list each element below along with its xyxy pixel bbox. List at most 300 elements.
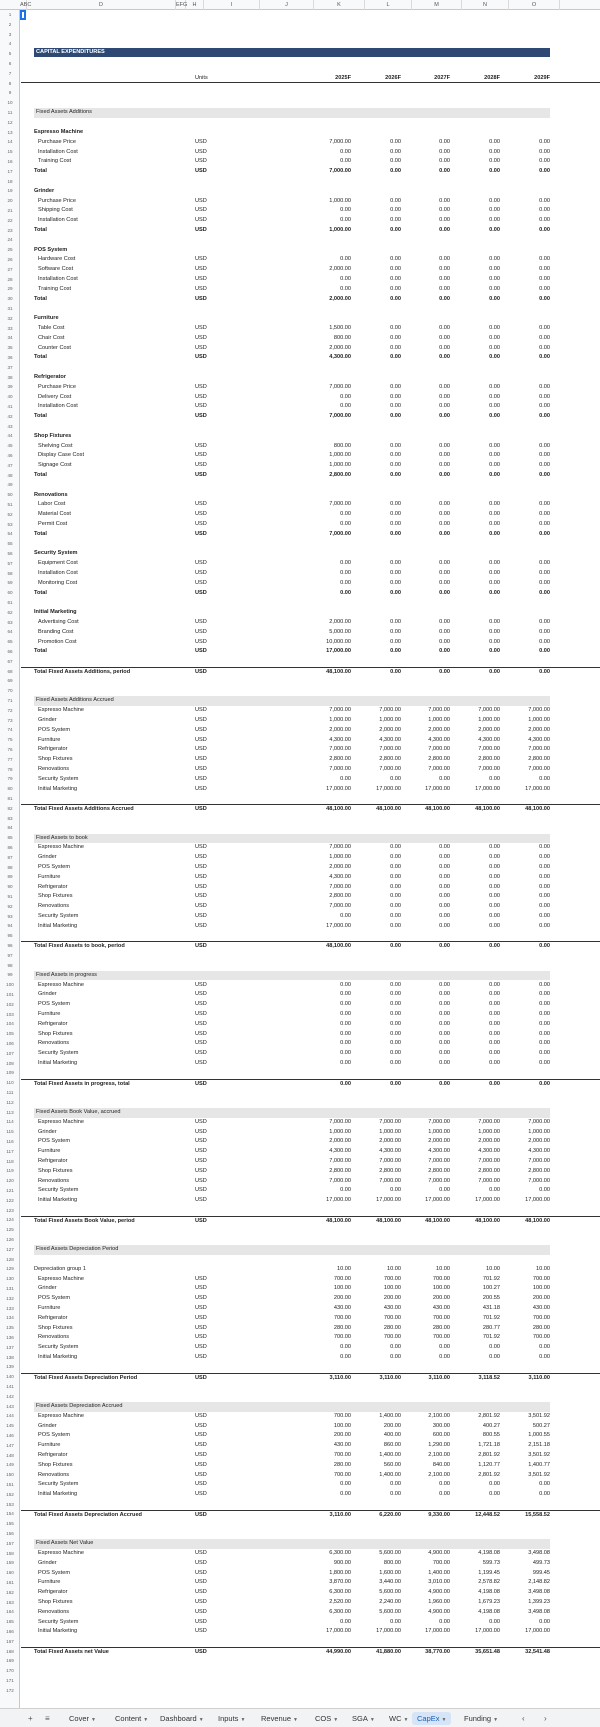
value-cell[interactable]: 10.00 — [387, 1265, 401, 1272]
tab-menu-icon[interactable]: ▼ — [198, 1717, 204, 1723]
row-number[interactable]: 55 — [7, 541, 13, 547]
value-cell[interactable]: 1,000.00 — [329, 854, 351, 861]
value-cell[interactable]: 7,000.00 — [329, 413, 351, 420]
value-cell[interactable]: 0.00 — [390, 912, 401, 919]
value-cell[interactable]: 0.00 — [539, 471, 550, 478]
column-header[interactable]: N — [462, 0, 509, 10]
row-number[interactable]: 85 — [7, 835, 13, 841]
value-cell[interactable]: 700.00 — [432, 1314, 450, 1321]
row-number[interactable]: 141 — [6, 1384, 14, 1389]
value-cell[interactable]: 700.00 — [333, 1334, 351, 1341]
value-cell[interactable]: 0.00 — [489, 1080, 500, 1087]
value-cell[interactable]: 1,000.00 — [329, 462, 351, 469]
value-cell[interactable]: 0.00 — [390, 148, 401, 155]
value-cell[interactable]: 0.00 — [439, 530, 450, 537]
value-cell[interactable]: 0.00 — [340, 403, 351, 410]
value-cell[interactable]: 48,100.00 — [525, 806, 550, 813]
value-cell[interactable]: 0.00 — [539, 873, 550, 880]
row-number[interactable]: 83 — [7, 815, 13, 821]
value-cell[interactable]: 0.00 — [489, 344, 500, 351]
row-number[interactable]: 105 — [6, 1031, 14, 1037]
value-cell[interactable]: 700.00 — [383, 1334, 401, 1341]
row-number[interactable]: 123 — [6, 1207, 14, 1213]
row-number[interactable]: 96 — [7, 943, 13, 948]
value-cell[interactable]: 0.00 — [489, 1050, 500, 1057]
row-number[interactable]: 101 — [6, 992, 14, 997]
value-cell[interactable]: 0.00 — [439, 873, 450, 880]
value-cell[interactable]: 0.00 — [340, 1030, 351, 1037]
value-cell[interactable]: 0.00 — [539, 1059, 550, 1066]
row-number[interactable]: 168 — [6, 1648, 14, 1654]
row-number[interactable]: 151 — [6, 1482, 14, 1487]
row-number[interactable]: 139 — [6, 1364, 14, 1370]
value-cell[interactable]: 0.00 — [390, 1491, 401, 1498]
value-cell[interactable]: 0.00 — [489, 873, 500, 880]
value-cell[interactable]: 0.00 — [340, 912, 351, 919]
row-number[interactable]: 22 — [7, 217, 13, 223]
value-cell[interactable]: 1,600.00 — [379, 1569, 401, 1576]
value-cell[interactable]: 430.00 — [532, 1304, 550, 1311]
row-number[interactable]: 108 — [6, 1060, 14, 1066]
row-number[interactable]: 161 — [6, 1580, 14, 1585]
value-cell[interactable]: 3,501.92 — [528, 1471, 550, 1478]
value-cell[interactable]: 200.00 — [532, 1295, 550, 1302]
row-number[interactable]: 63 — [7, 619, 13, 625]
value-cell[interactable]: 7,000.00 — [329, 903, 351, 910]
value-cell[interactable]: 0.00 — [439, 158, 450, 165]
value-cell[interactable]: 7,000.00 — [329, 1177, 351, 1184]
row-number[interactable]: 112 — [6, 1099, 14, 1105]
value-cell[interactable]: 17,000.00 — [376, 1628, 401, 1635]
value-cell[interactable]: 300.00 — [432, 1422, 450, 1429]
value-cell[interactable]: 0.00 — [489, 628, 500, 635]
value-cell[interactable]: 1,000.00 — [478, 716, 500, 723]
value-cell[interactable]: 0.00 — [340, 589, 351, 596]
row-number[interactable]: 135 — [6, 1325, 14, 1331]
value-cell[interactable]: 0.00 — [390, 344, 401, 351]
value-cell[interactable]: 3,501.92 — [528, 1451, 550, 1458]
value-cell[interactable]: 0.00 — [340, 1353, 351, 1360]
value-cell[interactable]: 0.00 — [489, 462, 500, 469]
value-cell[interactable]: 0.00 — [340, 207, 351, 214]
row-number[interactable]: 52 — [7, 511, 13, 517]
value-cell[interactable]: 0.00 — [489, 1001, 500, 1008]
value-cell[interactable]: 44,990.00 — [326, 1648, 351, 1655]
value-cell[interactable]: 2,000.00 — [329, 726, 351, 733]
value-cell[interactable]: 4,300.00 — [428, 1148, 450, 1155]
value-cell[interactable]: 35,651.48 — [475, 1648, 500, 1655]
row-number[interactable]: 93 — [7, 913, 13, 919]
row-number[interactable]: 84 — [7, 825, 13, 831]
row-number[interactable]: 117 — [6, 1148, 14, 1154]
value-cell[interactable]: 2,520.00 — [329, 1598, 351, 1605]
value-cell[interactable]: 17,000.00 — [326, 648, 351, 655]
column-header[interactable]: EFG — [176, 2, 188, 8]
value-cell[interactable]: 7,000.00 — [379, 1157, 401, 1164]
value-cell[interactable]: 0.00 — [439, 903, 450, 910]
row-number[interactable]: 42 — [7, 413, 13, 419]
value-cell[interactable]: 0.00 — [439, 168, 450, 175]
value-cell[interactable]: 700.00 — [333, 1412, 351, 1419]
value-cell[interactable]: 0.00 — [390, 844, 401, 851]
row-number[interactable]: 35 — [7, 345, 13, 351]
row-number[interactable]: 155 — [6, 1521, 14, 1527]
value-cell[interactable]: 700.00 — [383, 1314, 401, 1321]
row-number[interactable]: 66 — [7, 649, 13, 654]
value-cell[interactable]: 48,100.00 — [525, 1217, 550, 1224]
value-cell[interactable]: 2,800.00 — [329, 893, 351, 900]
value-cell[interactable]: 12,448.52 — [475, 1511, 500, 1518]
value-cell[interactable]: 2,000.00 — [428, 1138, 450, 1145]
value-cell[interactable]: 0.00 — [539, 344, 550, 351]
row-number[interactable]: 8 — [8, 80, 12, 86]
value-cell[interactable]: 3,110.00 — [379, 1374, 401, 1381]
value-cell[interactable]: 3,440.00 — [379, 1579, 401, 1586]
value-cell[interactable]: 7,000.00 — [329, 530, 351, 537]
row-number[interactable]: 38 — [7, 374, 13, 380]
row-number[interactable]: 159 — [6, 1560, 14, 1566]
value-cell[interactable]: 0.00 — [390, 324, 401, 331]
value-cell[interactable]: 0.00 — [340, 1618, 351, 1625]
row-number[interactable]: 104 — [6, 1021, 14, 1027]
value-cell[interactable]: 17,000.00 — [326, 1197, 351, 1204]
row-number[interactable]: 133 — [6, 1305, 14, 1311]
row-number[interactable]: 109 — [6, 1070, 14, 1076]
value-cell[interactable]: 499.73 — [532, 1559, 550, 1566]
value-cell[interactable]: 0.00 — [439, 413, 450, 420]
value-cell[interactable]: 0.00 — [489, 943, 500, 950]
value-cell[interactable]: 0.00 — [439, 668, 450, 675]
column-header[interactable]: O — [509, 0, 560, 10]
value-cell[interactable]: 0.00 — [439, 1344, 450, 1351]
value-cell[interactable]: 0.00 — [390, 1080, 401, 1087]
value-cell[interactable]: 700.00 — [532, 1275, 550, 1282]
value-cell[interactable]: 0.00 — [390, 1344, 401, 1351]
value-cell[interactable]: 7,000.00 — [329, 707, 351, 714]
value-cell[interactable]: 7,000.00 — [329, 501, 351, 508]
value-cell[interactable]: 0.00 — [539, 1040, 550, 1047]
value-cell[interactable]: 0.00 — [439, 569, 450, 576]
value-cell[interactable]: 0.00 — [439, 1050, 450, 1057]
sheet-tab-content[interactable] — [110, 1712, 153, 1725]
value-cell[interactable]: 0.00 — [539, 775, 550, 782]
value-cell[interactable]: 2,800.00 — [379, 1167, 401, 1174]
value-cell[interactable]: 2,000.00 — [329, 295, 351, 302]
value-cell[interactable]: 700.00 — [532, 1314, 550, 1321]
value-cell[interactable]: 2,000.00 — [478, 726, 500, 733]
value-cell[interactable]: 0.00 — [539, 912, 550, 919]
value-cell[interactable]: 0.00 — [489, 520, 500, 527]
value-cell[interactable]: 0.00 — [390, 589, 401, 596]
value-cell[interactable]: 10.00 — [536, 1265, 550, 1272]
row-number[interactable]: 149 — [6, 1462, 14, 1468]
value-cell[interactable]: 0.00 — [489, 256, 500, 263]
value-cell[interactable]: 1,000.00 — [379, 716, 401, 723]
value-cell[interactable]: 0.00 — [390, 1040, 401, 1047]
value-cell[interactable]: 4,198.08 — [478, 1608, 500, 1615]
row-number[interactable]: 126 — [6, 1237, 14, 1242]
value-cell[interactable]: 0.00 — [340, 148, 351, 155]
value-cell[interactable]: 4,300.00 — [329, 1148, 351, 1155]
value-cell[interactable]: 1,400.00 — [379, 1412, 401, 1419]
value-cell[interactable]: 2,800.00 — [329, 756, 351, 763]
value-cell[interactable]: 0.00 — [489, 266, 500, 273]
value-cell[interactable]: 7,000.00 — [528, 765, 550, 772]
value-cell[interactable]: 1,400.00 — [379, 1471, 401, 1478]
value-cell[interactable]: 0.00 — [439, 266, 450, 273]
value-cell[interactable]: 0.00 — [489, 324, 500, 331]
value-cell[interactable]: 6,220.00 — [379, 1511, 401, 1518]
row-number[interactable]: 82 — [7, 805, 13, 811]
value-cell[interactable]: 0.00 — [489, 334, 500, 341]
value-cell[interactable]: 2,000.00 — [379, 1138, 401, 1145]
value-cell[interactable]: 0.00 — [340, 1481, 351, 1488]
value-cell[interactable]: 280.00 — [333, 1461, 351, 1468]
value-cell[interactable]: 48,100.00 — [425, 806, 450, 813]
value-cell[interactable]: 0.00 — [340, 579, 351, 586]
value-cell[interactable]: 400.27 — [482, 1422, 500, 1429]
row-number[interactable]: 132 — [6, 1295, 14, 1301]
value-cell[interactable]: 2,151.18 — [528, 1442, 550, 1449]
value-cell[interactable]: 0.00 — [439, 1353, 450, 1360]
value-cell[interactable]: 3,110.00 — [329, 1511, 351, 1518]
value-cell[interactable]: 1,199.45 — [478, 1569, 500, 1576]
row-number[interactable]: 4 — [8, 41, 12, 47]
value-cell[interactable]: 0.00 — [489, 295, 500, 302]
value-cell[interactable]: 0.00 — [489, 1187, 500, 1194]
value-cell[interactable]: 0.00 — [439, 511, 450, 518]
value-cell[interactable]: 0.00 — [539, 197, 550, 204]
row-number[interactable]: 70 — [7, 688, 13, 694]
value-cell[interactable]: 800.00 — [333, 334, 351, 341]
row-number[interactable]: 131 — [6, 1286, 14, 1291]
value-cell[interactable]: 0.00 — [390, 579, 401, 586]
value-cell[interactable]: 0.00 — [439, 471, 450, 478]
value-cell[interactable]: 0.00 — [489, 403, 500, 410]
value-cell[interactable]: 0.00 — [439, 648, 450, 655]
row-number[interactable]: 53 — [7, 521, 13, 527]
value-cell[interactable]: 4,300.00 — [478, 1148, 500, 1155]
value-cell[interactable]: 0.00 — [439, 981, 450, 988]
value-cell[interactable]: 2,800.00 — [478, 756, 500, 763]
row-number[interactable]: 170 — [6, 1668, 14, 1674]
value-cell[interactable]: 38,770.00 — [425, 1648, 450, 1655]
value-cell[interactable]: 0.00 — [390, 981, 401, 988]
row-number[interactable]: 40 — [7, 394, 13, 400]
value-cell[interactable]: 2,578.82 — [478, 1579, 500, 1586]
value-cell[interactable]: 2,000.00 — [329, 344, 351, 351]
value-cell[interactable]: 7,000.00 — [478, 746, 500, 753]
value-cell[interactable]: 0.00 — [489, 638, 500, 645]
row-number[interactable]: 87 — [7, 854, 13, 860]
value-cell[interactable]: 0.00 — [489, 197, 500, 204]
row-number[interactable]: 97 — [7, 952, 13, 958]
all-sheets-icon[interactable]: ≡ — [45, 1714, 50, 1723]
value-cell[interactable]: 0.00 — [390, 668, 401, 675]
value-cell[interactable]: 2,240.00 — [379, 1598, 401, 1605]
value-cell[interactable]: 1,399.23 — [528, 1598, 550, 1605]
value-cell[interactable]: 100.27 — [482, 1285, 500, 1292]
value-cell[interactable]: 48,100.00 — [475, 1217, 500, 1224]
value-cell[interactable]: 0.00 — [439, 1618, 450, 1625]
value-cell[interactable]: 17,000.00 — [475, 1197, 500, 1204]
value-cell[interactable]: 0.00 — [390, 560, 401, 567]
value-cell[interactable]: 0.00 — [439, 893, 450, 900]
value-cell[interactable]: 0.00 — [539, 922, 550, 929]
value-cell[interactable]: 0.00 — [489, 501, 500, 508]
row-number[interactable]: 102 — [6, 1001, 14, 1007]
value-cell[interactable]: 0.00 — [439, 403, 450, 410]
value-cell[interactable]: 3,118.52 — [478, 1374, 500, 1381]
row-number[interactable]: 127 — [6, 1246, 14, 1252]
value-cell[interactable]: 430.00 — [333, 1442, 351, 1449]
value-cell[interactable]: 7,000.00 — [329, 168, 351, 175]
value-cell[interactable]: 0.00 — [489, 844, 500, 851]
row-number[interactable]: 136 — [6, 1335, 14, 1340]
value-cell[interactable]: 0.00 — [340, 1050, 351, 1057]
value-cell[interactable]: 0.00 — [539, 226, 550, 233]
row-number[interactable]: 75 — [7, 737, 13, 743]
value-cell[interactable]: 0.00 — [390, 462, 401, 469]
row-number[interactable]: 98 — [7, 962, 13, 968]
tab-menu-icon[interactable]: ▼ — [143, 1717, 149, 1723]
value-cell[interactable]: 0.00 — [539, 207, 550, 214]
row-number[interactable]: 54 — [7, 531, 13, 537]
value-cell[interactable]: 0.00 — [489, 1618, 500, 1625]
value-cell[interactable]: 0.00 — [439, 1001, 450, 1008]
value-cell[interactable]: 0.00 — [539, 569, 550, 576]
value-cell[interactable]: 0.00 — [539, 981, 550, 988]
value-cell[interactable]: 0.00 — [340, 981, 351, 988]
value-cell[interactable]: 0.00 — [489, 217, 500, 224]
value-cell[interactable]: 0.00 — [539, 618, 550, 625]
sheet-tab-funding[interactable] — [459, 1712, 503, 1725]
value-cell[interactable]: 1,000.00 — [329, 226, 351, 233]
tab-menu-icon[interactable]: ▼ — [240, 1717, 246, 1723]
value-cell[interactable]: 0.00 — [390, 285, 401, 292]
value-cell[interactable]: 5,600.00 — [379, 1589, 401, 1596]
row-number[interactable]: 92 — [7, 903, 13, 909]
value-cell[interactable]: 0.00 — [340, 393, 351, 400]
row-number[interactable]: 125 — [6, 1227, 14, 1233]
value-cell[interactable]: 3,498.08 — [528, 1549, 550, 1556]
value-cell[interactable]: 0.00 — [390, 413, 401, 420]
value-cell[interactable]: 3,110.00 — [428, 1374, 450, 1381]
value-cell[interactable]: 0.00 — [489, 560, 500, 567]
row-number[interactable]: 77 — [7, 756, 13, 762]
value-cell[interactable]: 0.00 — [390, 158, 401, 165]
value-cell[interactable]: 840.00 — [432, 1461, 450, 1468]
value-cell[interactable]: 17,000.00 — [326, 1628, 351, 1635]
column-header[interactable]: M — [412, 0, 462, 10]
row-number[interactable]: 62 — [7, 609, 13, 615]
value-cell[interactable]: 0.00 — [489, 668, 500, 675]
row-number[interactable]: 15 — [7, 149, 13, 155]
value-cell[interactable]: 0.00 — [390, 991, 401, 998]
value-cell[interactable]: 0.00 — [390, 354, 401, 361]
value-cell[interactable]: 0.00 — [539, 1618, 550, 1625]
value-cell[interactable]: 17,000.00 — [525, 1197, 550, 1204]
value-cell[interactable]: 0.00 — [539, 501, 550, 508]
value-cell[interactable]: 0.00 — [390, 393, 401, 400]
row-number[interactable]: 116 — [6, 1139, 14, 1144]
value-cell[interactable]: 2,100.00 — [428, 1451, 450, 1458]
value-cell[interactable]: 0.00 — [439, 138, 450, 145]
row-number[interactable]: 21 — [7, 208, 13, 213]
value-cell[interactable]: 0.00 — [539, 168, 550, 175]
sheet-tab-cover[interactable] — [64, 1712, 101, 1725]
value-cell[interactable]: 1,721.18 — [478, 1442, 500, 1449]
value-cell[interactable]: 430.00 — [383, 1304, 401, 1311]
row-number[interactable]: 88 — [7, 864, 13, 870]
value-cell[interactable]: 0.00 — [439, 383, 450, 390]
value-cell[interactable]: 0.00 — [390, 530, 401, 537]
value-cell[interactable]: 3,110.00 — [329, 1374, 351, 1381]
value-cell[interactable]: 7,000.00 — [428, 765, 450, 772]
value-cell[interactable]: 7,000.00 — [379, 1118, 401, 1125]
value-cell[interactable]: 0.00 — [390, 648, 401, 655]
value-cell[interactable]: 400.00 — [383, 1432, 401, 1439]
column-header[interactable]: I — [204, 0, 260, 10]
value-cell[interactable]: 48,100.00 — [326, 806, 351, 813]
value-cell[interactable]: 0.00 — [390, 1010, 401, 1017]
value-cell[interactable]: 17,000.00 — [326, 922, 351, 929]
value-cell[interactable]: 17,000.00 — [475, 785, 500, 792]
value-cell[interactable]: 0.00 — [539, 511, 550, 518]
value-cell[interactable]: 0.00 — [439, 501, 450, 508]
column-header[interactable]: K — [314, 0, 365, 10]
value-cell[interactable]: 0.00 — [489, 903, 500, 910]
value-cell[interactable]: 0.00 — [539, 638, 550, 645]
value-cell[interactable]: 0.00 — [390, 873, 401, 880]
value-cell[interactable]: 4,300.00 — [329, 736, 351, 743]
row-number[interactable]: 33 — [7, 325, 13, 331]
row-number[interactable]: 118 — [6, 1158, 14, 1164]
row-number[interactable]: 59 — [7, 580, 13, 586]
value-cell[interactable]: 2,000.00 — [528, 726, 550, 733]
value-cell[interactable]: 48,100.00 — [376, 1217, 401, 1224]
value-cell[interactable]: 48,100.00 — [326, 1217, 351, 1224]
value-cell[interactable]: 3,498.08 — [528, 1589, 550, 1596]
value-cell[interactable]: 4,300.00 — [329, 354, 351, 361]
value-cell[interactable]: 1,290.00 — [428, 1442, 450, 1449]
value-cell[interactable]: 0.00 — [390, 403, 401, 410]
row-number[interactable]: 128 — [6, 1256, 14, 1262]
sheet-tab-wc[interactable] — [384, 1712, 413, 1725]
value-cell[interactable]: 7,000.00 — [428, 746, 450, 753]
row-number[interactable]: 111 — [6, 1090, 14, 1095]
value-cell[interactable]: 0.00 — [340, 991, 351, 998]
value-cell[interactable]: 0.00 — [340, 1040, 351, 1047]
value-cell[interactable]: 0.00 — [439, 207, 450, 214]
value-cell[interactable]: 0.00 — [539, 648, 550, 655]
row-number[interactable]: 46 — [7, 453, 13, 458]
value-cell[interactable]: 0.00 — [489, 589, 500, 596]
value-cell[interactable]: 4,900.00 — [428, 1608, 450, 1615]
value-cell[interactable]: 0.00 — [340, 560, 351, 567]
value-cell[interactable]: 0.00 — [340, 1080, 351, 1087]
value-cell[interactable]: 0.00 — [489, 1020, 500, 1027]
row-number[interactable]: 122 — [6, 1197, 14, 1203]
value-cell[interactable]: 48,100.00 — [425, 1217, 450, 1224]
value-cell[interactable]: 0.00 — [390, 168, 401, 175]
value-cell[interactable]: 0.00 — [539, 442, 550, 449]
value-cell[interactable]: 0.00 — [489, 1491, 500, 1498]
row-number[interactable]: 147 — [6, 1442, 14, 1448]
value-cell[interactable]: 0.00 — [340, 275, 351, 282]
value-cell[interactable]: 0.00 — [439, 1080, 450, 1087]
row-number[interactable]: 11 — [7, 110, 13, 115]
